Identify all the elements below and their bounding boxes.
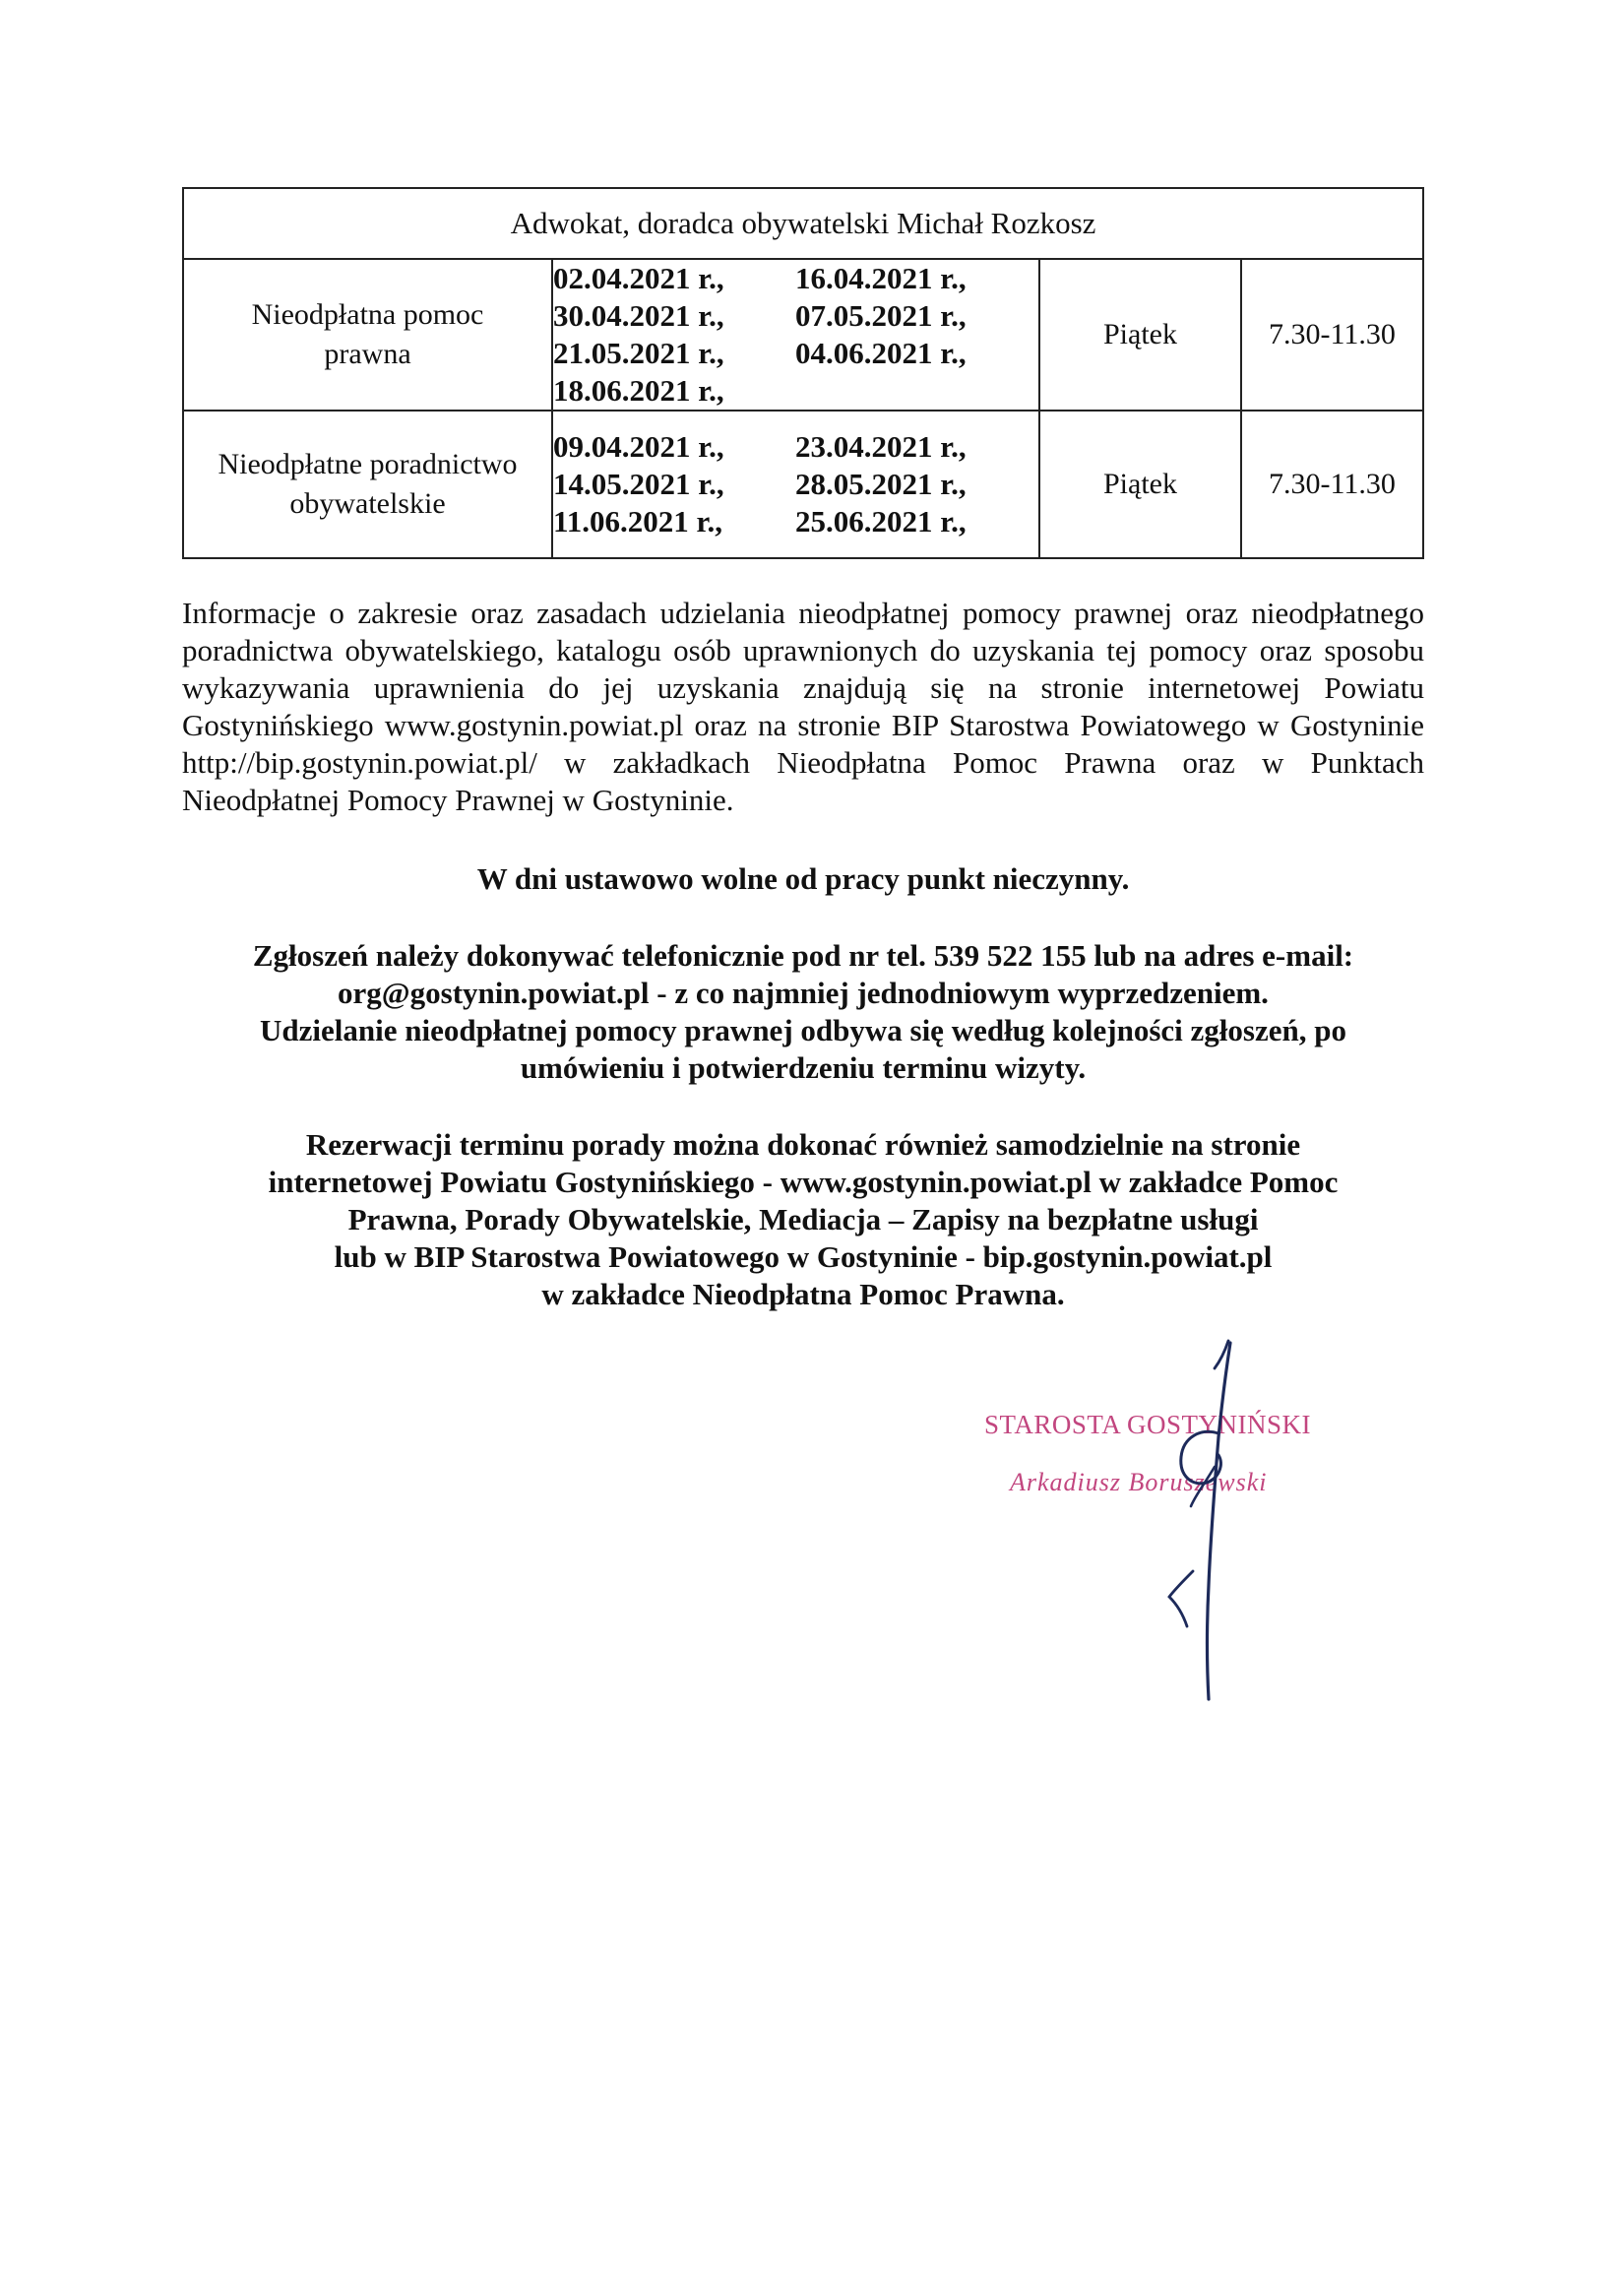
date-entry: 21.05.2021 r., bbox=[553, 336, 724, 370]
hours-cell: 7.30-11.30 bbox=[1241, 411, 1423, 558]
table-row bbox=[183, 259, 1423, 411]
signature-stroke bbox=[1181, 1431, 1221, 1484]
online-booking-line: lub w BIP Starostwa Powiatowego w Gostyninie - bip.gostynin.powiat.pl bbox=[334, 1239, 1273, 1274]
online-booking-notice bbox=[182, 1126, 1424, 1313]
stamp-title: STAROSTA GOSTYNIŃSKI bbox=[984, 1410, 1311, 1439]
date-entry: 09.04.2021 r., bbox=[553, 429, 724, 464]
table-row bbox=[183, 411, 1423, 558]
registration-line: Udzielanie nieodpłatnej pomocy prawnej odbywa się według kolejności zgłoszeń, po bbox=[260, 1013, 1346, 1047]
table-header: Adwokat, doradca obywatelski Michał Rozkosz bbox=[183, 188, 1423, 259]
date-entry: 30.04.2021 r., bbox=[553, 298, 724, 333]
date-entry: 23.04.2021 r., bbox=[795, 429, 967, 464]
date-entry: 02.04.2021 r., bbox=[553, 261, 724, 295]
dates-cell bbox=[552, 411, 1039, 558]
online-booking-line: Rezerwacji terminu porady można dokonać również samodzielnie na stronie bbox=[305, 1127, 1301, 1162]
day-cell: Piątek bbox=[1039, 259, 1241, 411]
handwritten-signature bbox=[1112, 1339, 1270, 1703]
date-entry: 18.06.2021 r., bbox=[553, 373, 724, 408]
holiday-notice: W dni ustawowo wolne od pracy punkt nieczynny. bbox=[476, 861, 1130, 896]
hours-cell: 7.30-11.30 bbox=[1241, 259, 1423, 411]
registration-notice bbox=[182, 937, 1424, 1087]
stamp-name: Arkadiusz Boruszewski bbox=[1010, 1468, 1268, 1496]
info-paragraph: Informacje o zakresie oraz zasadach udzielania nieodpłatnej pomocy prawnej oraz nieodpłatnego poradnictwa obywatelskiego, katalogu osób uprawnionych do uzyskania tej pomocy oraz sposobu wykazywania uprawnienia do jej uzyskania znajdują się na stronie internetowej Powiatu Gostynińskiego www.gostynin.powiat.pl oraz na stronie BIP Starostwa Powiatowego w Gostyninie http://bip.gostynin.powiat.pl/ w zakładkach Nieodpłatna Pomoc Prawna oraz w Punktach Nieodpłatnej Pomocy Prawnej w Gostyninie. bbox=[182, 596, 1424, 817]
date-entry: 04.06.2021 r., bbox=[795, 336, 967, 370]
service-cell bbox=[183, 259, 552, 411]
day-cell: Piątek bbox=[1039, 411, 1241, 558]
registration-line: Zgłoszeń należy dokonywać telefonicznie pod nr tel. 539 522 155 lub na adres e-mail: bbox=[252, 938, 1354, 973]
service-line: obywatelskie bbox=[289, 487, 446, 520]
online-booking-line: w zakładce Nieodpłatna Pomoc Prawna. bbox=[541, 1277, 1065, 1311]
date-entry: 28.05.2021 r., bbox=[795, 467, 967, 501]
date-entry: 14.05.2021 r., bbox=[553, 467, 724, 501]
dates-cell bbox=[552, 259, 1039, 411]
registration-line: org@gostynin.powiat.pl - z co najmniej jednodniowym wyprzedzeniem. bbox=[338, 976, 1269, 1010]
signature-stroke bbox=[1191, 1467, 1215, 1506]
service-line: prawna bbox=[324, 338, 411, 370]
online-booking-line: internetowej Powiatu Gostynińskiego - www.gostynin.powiat.pl w zakładce Pomoc bbox=[268, 1165, 1339, 1199]
date-entry: 25.06.2021 r., bbox=[795, 504, 967, 539]
signature-stroke bbox=[1169, 1571, 1193, 1626]
date-entry: 11.06.2021 r., bbox=[553, 504, 722, 539]
date-entry: 16.04.2021 r., bbox=[795, 261, 967, 295]
online-booking-line: Prawna, Porady Obywatelskie, Mediacja – Zapisy na bezpłatne usługi bbox=[347, 1202, 1259, 1236]
service-cell bbox=[183, 411, 552, 558]
service-line: Nieodpłatne poradnictwo bbox=[218, 448, 518, 480]
registration-line: umówieniu i potwierdzeniu terminu wizyty. bbox=[520, 1050, 1087, 1085]
service-line: Nieodpłatna pomoc bbox=[251, 298, 484, 331]
signature-stroke bbox=[1208, 1343, 1231, 1699]
schedule-table bbox=[182, 187, 1424, 559]
date-entry: 07.05.2021 r., bbox=[795, 298, 967, 333]
